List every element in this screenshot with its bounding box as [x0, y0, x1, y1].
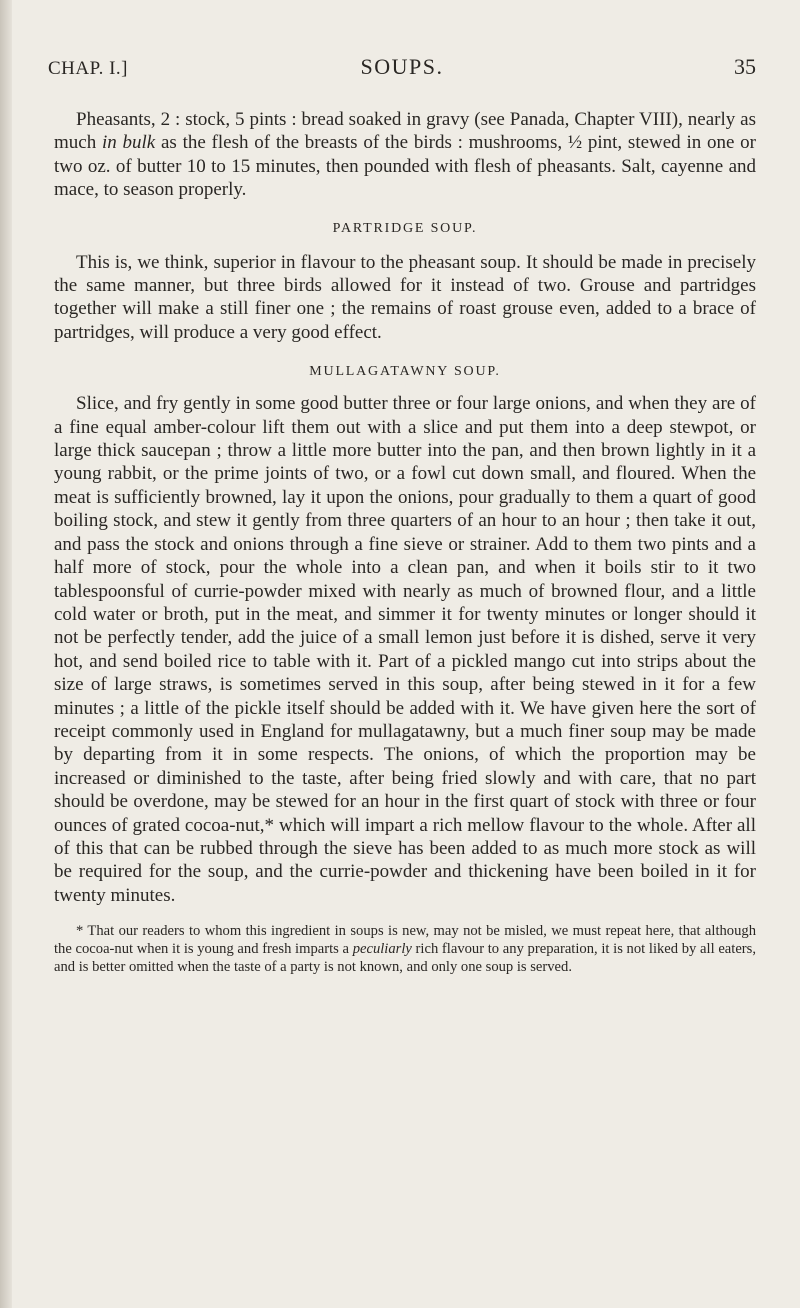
pheasant-text-start: Pheasants, 2 : stock, 5 pints : bread soaked in gravy (see Panada, Chapter VIII), nearly as much: [54, 109, 756, 154]
running-title: SOUPS.: [360, 54, 444, 79]
pheasant-text-end: as the flesh of the breasts of the birds : mushrooms, ½ pint, stewed in one or two oz. of butter 10 to 15 minutes, then pounded with flesh of pheasants. Salt, cayenne and mace, to season properly.: [54, 132, 756, 201]
page-body: [54, 108, 756, 977]
footnote: [54, 923, 756, 976]
pheasant-recipe-paragraph: [54, 108, 756, 202]
running-header: [48, 54, 756, 86]
mullagatawny-soup-paragraph: Slice, and fry gently in some good butter three or four large onions, and when they are of a fine equal amber-colour lift them out with a slice and put them into a deep stewpot, or large thick saucepan ; throw a little more butter into the pan, and then brown lightly in it a young rabbit, or the prime joints of two, or a fowl cut down small, and floured. When the meat is sufficiently browned, lay it upon the onions, pour gradually to them a quart of good boiling stock, and stew it gently from three quarters of an hour to an hour ; then take it out, and pass the stock and onions through a fine sieve or strainer. Add to them two pints and a half more of stock, pour the whole into a clean pan, and when it boils stir to it two tablespoonsful of currie-powder mixed with nearly as much of browned flour, and a little cold water or broth, put in the meat, and simmer it for twenty minutes or longer should it not be perfectly tender, add the juice of a small lemon just before it is dished, serve it very hot, and send boiled rice to table with it. Part of a pickled mango cut into strips about the size of large straws, is sometimes served in this soup, after being stewed in it for a few minutes ; a little of the pickle itself should be added with it. We have given here the sort of receipt commonly used in England for mullagatawny, but a much finer soup may be made by departing from it in some respects. The onions, of which the proportion may be increased or diminished to the taste, after being fried slowly and with care, that no part should be overdone, may be stewed for an hour in the first quart of stock with three or four ounces of grated cocoa-nut,* which will impart a rich mellow flavour to the whole. After all of this that can be rubbed through the sieve has been added to as much more stock as will be required for the soup, and the currie-powder and thickening have been boiled in it for twenty minutes.: [54, 393, 756, 906]
page-number: 35: [734, 54, 756, 79]
partridge-soup-paragraph: This is, we think, superior in flavour to the pheasant soup. It should be made in precisely the same manner, but three birds allowed for it instead of two. Grouse and partridges together will make a still finer one ; the remains of roast grouse even, added to a brace of partridges, will produce a very good effect.: [54, 251, 756, 343]
chapter-label: CHAP. I.]: [48, 58, 128, 79]
footnote-text-emphasis: peculiarly: [352, 940, 412, 957]
partridge-soup-heading: PARTRIDGE SOUP.: [332, 220, 478, 236]
page-gutter-shadow: [0, 0, 12, 1308]
footnote-text-end: rich flavour to any preparation, it is not liked by all eaters, and is better omitted when the taste of a party is not known, and only one soup is served.: [54, 940, 756, 975]
footnote-text-start: * That our readers to whom this ingredient in soups is new, may not be misled, we must repeat here, that although the cocoa-nut when it is young and fresh imparts a: [54, 923, 756, 957]
mullagatawny-soup-heading: MULLAGATAWNY SOUP.: [309, 364, 501, 380]
pheasant-text-emphasis: in bulk: [101, 132, 156, 154]
